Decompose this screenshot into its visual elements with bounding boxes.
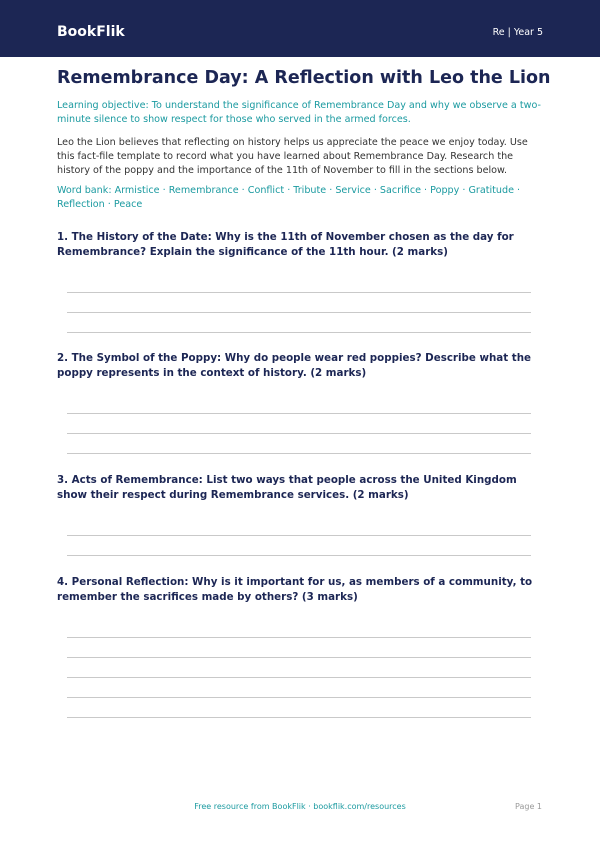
- answer-line: [67, 312, 531, 313]
- brand-logo-text: BookFlik: [57, 24, 125, 40]
- answer-line: [67, 332, 531, 333]
- answer-line: [67, 292, 531, 293]
- header-bar: [0, 0, 600, 57]
- answer-line: [67, 637, 531, 638]
- answer-line: [67, 657, 531, 658]
- question-3: 3. Acts of Remembrance: List two ways that people across the United Kingdom show their respect during Remembrance services. (2 marks): [57, 474, 517, 501]
- intro-paragraph: Leo the Lion believes that reflecting on history helps us appreciate the peace we enjoy today. Use this fact-file template to record what you have learned about Remembrance Day. Research the history of the poppy and the importance of the 11th of November to fill in the sections below.: [57, 137, 528, 176]
- question-4: 4. Personal Reflection: Why is it important for us, as members of a community, to remember the sacrifices made by others? (3 marks): [57, 576, 533, 603]
- answer-line: [67, 413, 531, 414]
- answer-line: [67, 697, 531, 698]
- learning-objective: Learning objective: To understand the significance of Remembrance Day and why we observe a two-minute silence to show respect for those who served in the armed forces.: [57, 100, 541, 125]
- answer-line: [67, 555, 531, 556]
- question-1: 1. The History of the Date: Why is the 11th of November chosen as the day for Remembrance? Explain the significance of the 11th hour. (2 marks): [57, 231, 514, 258]
- answer-line: [67, 535, 531, 536]
- page-number: Page 1: [515, 802, 542, 811]
- answer-line: [67, 677, 531, 678]
- footer-credit: Free resource from BookFlik · bookflik.com/resources: [194, 802, 406, 811]
- answer-line: [67, 717, 531, 718]
- question-2: 2. The Symbol of the Poppy: Why do people wear red poppies? Describe what the poppy represents in the context of history. (2 marks): [57, 352, 532, 379]
- answer-line: [67, 433, 531, 434]
- page-title: Remembrance Day: A Reflection with Leo the Lion: [57, 68, 551, 88]
- subject-year-label: Re | Year 5: [492, 27, 543, 38]
- word-bank: Word bank: Armistice · Remembrance · Conflict · Tribute · Service · Sacrifice · Poppy · Gratitude · Reflection · Peace: [57, 185, 521, 210]
- answer-line: [67, 453, 531, 454]
